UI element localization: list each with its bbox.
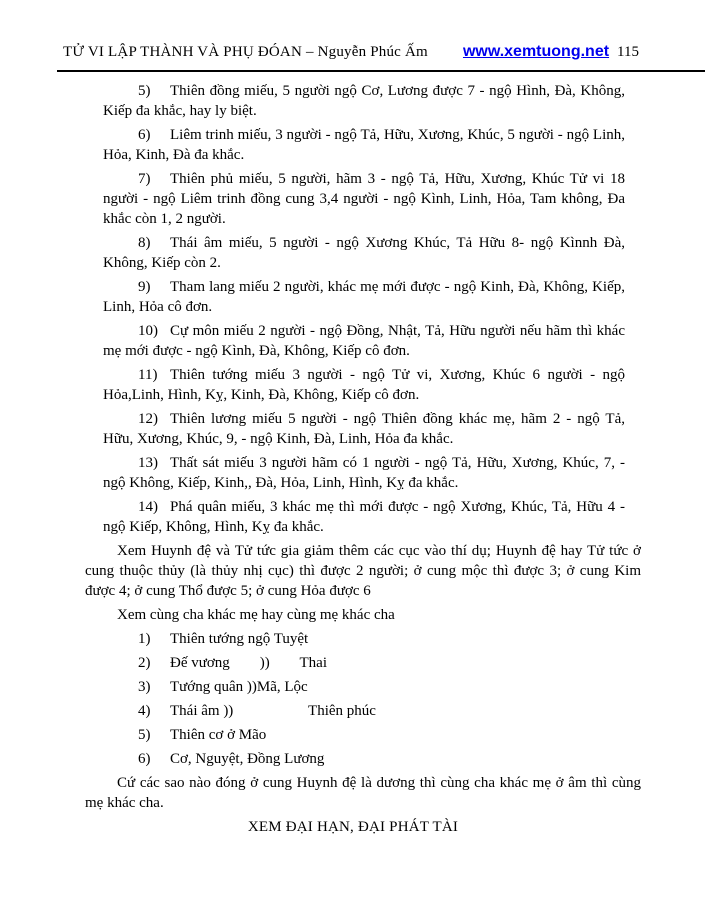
item-text: Cơ, Nguyệt, Đồng Lương (170, 751, 325, 767)
paragraph-cung-cha-heading: Xem cùng cha khác mẹ hay cùng mẹ khác cha (117, 607, 395, 623)
item-number: 5) (138, 83, 151, 99)
sub-item-3 (103, 677, 641, 697)
item-text: Tham lang miếu 2 người, khác mẹ mới được - ngộ Kinh, Đà, Không, Kiếp, Linh, Hỏa cô đơn. (103, 279, 625, 315)
item-text: Thái âm miếu, 5 người - ngộ Xương Khúc, Tả Hữu 8- ngộ Kìnnh Đà, Không, Kiếp còn 2. (103, 235, 625, 271)
item-text: Tướng quân ))Mã, Lộc (170, 679, 308, 695)
section-heading: XEM ĐẠI HẠN, ĐẠI PHÁT TÀI (247, 819, 459, 835)
sub-item-6 (103, 749, 641, 769)
document-title: TỬ VI LẬP THÀNH VÀ PHỤ ĐÓAN – Nguyễn Phúc Ấm (63, 44, 428, 60)
numbered-paragraph-6 (103, 125, 625, 165)
page-header (0, 0, 705, 61)
numbered-paragraph-8 (103, 233, 625, 273)
numbered-paragraph-10 (103, 321, 625, 361)
numbered-paragraph-14 (103, 497, 625, 537)
item-number: 4) (138, 703, 151, 719)
sub-item-5 (103, 725, 641, 745)
item-number: 7) (138, 171, 151, 187)
item-number: 5) (138, 727, 151, 743)
item-text: Thất sát miếu 3 người hãm có 1 người - ngộ Tả, Hữu, Xương, Khúc, 7, - ngộ Không, Kiếp, Kinh,, Đà, Hỏa, Linh, Hình, Kỵ đa khắc. (103, 455, 625, 491)
item-text: Thiên tướng miếu 3 người - ngộ Tử vi, Xương, Khúc 6 người - ngộ Hỏa,Linh, Hình, Kỵ, Kinh, Đà, Không, Kiếp cô đơn. (103, 367, 625, 403)
numbered-paragraph-7 (103, 169, 625, 229)
item-number: 12) (138, 411, 158, 427)
item-number: 2) (138, 655, 151, 671)
item-text: Thiên phủ miếu, 5 người, hãm 3 - ngộ Tả, Hữu, Xương, Khúc Tử vi 18 người - ngộ Liêm trinh đồng cung 3,4 người - ngộ Kình, Linh, Hỏa, Tam không, Đa khắc còn 1, 2 người. (103, 171, 625, 227)
item-text: Thiên lương miếu 5 người - ngộ Thiên đồng khác mẹ, hãm 2 - ngộ Tả, Hữu, Xương, Khúc, 9, - ngộ Kinh, Đà, Linh, Hỏa đa khắc. (103, 411, 625, 447)
document-body (0, 72, 705, 837)
item-number: 1) (138, 631, 151, 647)
item-text: Thái âm )) Thiên phúc (170, 703, 376, 719)
item-text: Đế vương )) Thai (170, 655, 328, 671)
sub-item-4 (103, 701, 641, 721)
numbered-paragraph-9 (103, 277, 625, 317)
item-number: 8) (138, 235, 151, 251)
sub-item-2 (103, 653, 641, 673)
sub-item-1 (103, 629, 641, 649)
item-text: Phá quân miếu, 3 khác mẹ thì mới được - ngộ Xương, Khúc, Tả, Hữu 4 - ngộ Kiếp, Không, Hình, Kỵ đa khắc. (103, 499, 625, 535)
item-text: Thiên cơ ở Mão (170, 727, 267, 743)
item-number: 6) (138, 751, 151, 767)
website-link[interactable]: www.xemtuong.net (462, 43, 610, 60)
paragraph-huynh-de: Xem Huynh đệ và Tử tức gia giảm thêm các cục vào thí dụ; Huynh đệ hay Tử tức ở cung thuộc thủy (là thủy nhị cục) thì được 2 người; ở cung mộc thì được 3; ở cung Kim được 4; ở cung Thổ được 5; ở cung Hỏa được 6 (85, 543, 641, 599)
numbered-paragraph-12 (103, 409, 625, 449)
item-number: 14) (138, 499, 158, 515)
item-number: 13) (138, 455, 158, 471)
numbered-paragraph-11 (103, 365, 625, 405)
item-number: 11) (138, 367, 158, 383)
item-text: Cự môn miếu 2 người - ngộ Đồng, Nhật, Tả, Hữu người nếu hãm thì khác mẹ mới được - ngộ Kình, Đà, Không, Kiếp cô đơn. (103, 323, 625, 359)
item-number: 3) (138, 679, 151, 695)
numbered-paragraph-13 (103, 453, 625, 493)
item-text: Liêm trinh miếu, 3 người - ngộ Tả, Hữu, Xương, Khúc, 5 người - ngộ Linh, Hỏa, Kinh, Đà đa khắc. (103, 127, 625, 163)
numbered-paragraph-5 (103, 81, 625, 121)
item-text: Thiên tướng ngộ Tuyệt (170, 631, 309, 647)
header-right (463, 43, 639, 61)
item-number: 6) (138, 127, 151, 143)
item-number: 9) (138, 279, 151, 295)
page-number: 115 (617, 44, 639, 60)
paragraph-closing: Cứ các sao nào đóng ở cung Huynh đệ là dương thì cùng cha khác mẹ ở âm thì cùng mẹ khác cha. (85, 775, 641, 811)
item-number: 10) (138, 323, 158, 339)
item-text: Thiên đồng miếu, 5 người ngộ Cơ, Lương được 7 - ngộ Hình, Đà, Không, Kiếp đa khắc, hay ly biệt. (103, 83, 625, 119)
